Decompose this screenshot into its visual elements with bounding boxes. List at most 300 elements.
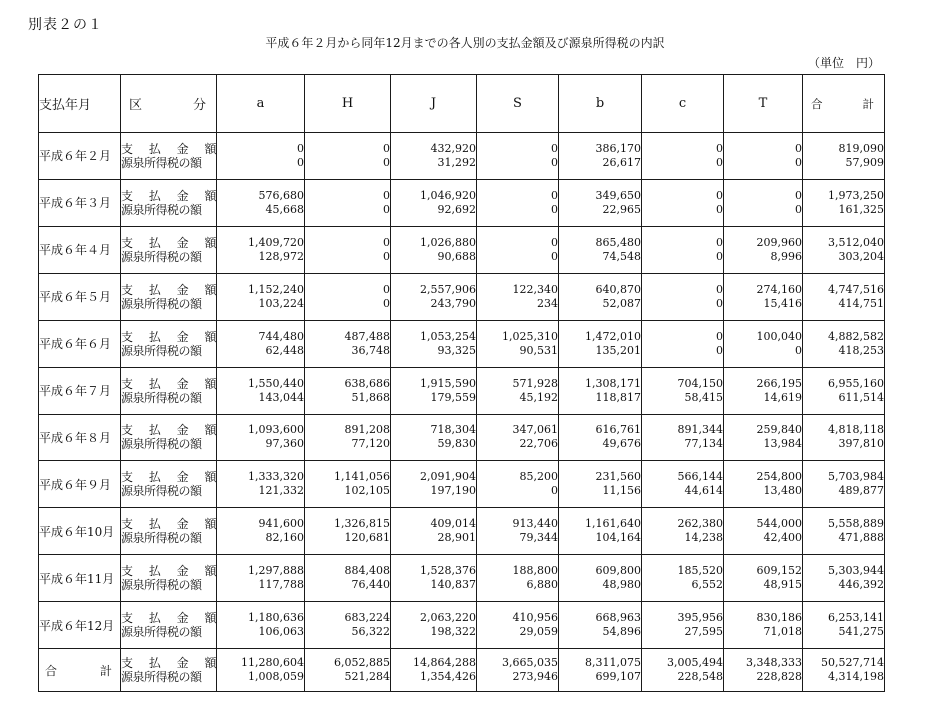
period-cell: 平成６年11月 — [39, 555, 121, 602]
header-col-a: a — [217, 75, 305, 133]
tax-value: 6,552 — [691, 578, 723, 592]
amount-cell — [642, 273, 724, 320]
amount-cell — [477, 414, 559, 461]
amount-cell — [477, 320, 559, 367]
tax-value: 521,284 — [344, 670, 390, 684]
period-cell: 平成６年７月 — [39, 367, 121, 414]
tax-value: 77,134 — [684, 437, 723, 451]
amount-cell — [559, 508, 642, 555]
amount-cell — [724, 461, 803, 508]
pay-value: 1,152,240 — [248, 282, 304, 296]
tax-value: 27,595 — [684, 625, 723, 639]
pay-value: 4,882,582 — [828, 329, 884, 343]
amount-cell — [559, 133, 642, 180]
pay-value: 3,348,333 — [746, 656, 802, 670]
tax-value: 76,440 — [351, 578, 390, 592]
tax-value: 93,325 — [437, 343, 476, 357]
tax-value: 11,156 — [602, 484, 641, 498]
header-col-t: T — [724, 75, 803, 133]
tax-value: 103,224 — [258, 296, 304, 310]
tax-value: 54,896 — [602, 625, 641, 639]
kind-cell — [121, 226, 223, 273]
pay-value: 0 — [716, 235, 723, 249]
kind-cell — [121, 367, 223, 414]
tax-value: 48,915 — [763, 578, 802, 592]
label-pay: 支 払 金 額 — [121, 470, 223, 485]
tax-value: 59,830 — [437, 437, 476, 451]
pay-value: 0 — [551, 188, 558, 202]
label-tax: 源泉所得税の額 — [121, 578, 202, 593]
tax-value: 1,354,426 — [420, 670, 476, 684]
tax-value: 0 — [383, 155, 390, 169]
pay-value: 0 — [551, 235, 558, 249]
pay-value: 1,025,310 — [502, 329, 558, 343]
period-cell: 平成６年９月 — [39, 461, 121, 508]
tax-value: 0 — [716, 249, 723, 263]
tax-value: 13,480 — [763, 484, 802, 498]
tax-value: 26,617 — [602, 155, 641, 169]
amount-cell — [217, 555, 305, 602]
kind-cell — [121, 602, 223, 649]
amount-cell — [305, 320, 391, 367]
table-row — [39, 273, 885, 320]
amount-cell — [391, 273, 477, 320]
pay-value: 6,955,160 — [828, 376, 884, 390]
pay-value: 14,864,288 — [413, 656, 476, 670]
amount-cell — [559, 179, 642, 226]
pay-value: 609,152 — [756, 564, 802, 578]
kind-cell — [121, 273, 223, 320]
amount-cell — [559, 320, 642, 367]
table-row — [39, 508, 885, 555]
pay-value: 5,703,984 — [828, 470, 884, 484]
tax-value: 36,748 — [351, 343, 390, 357]
amount-cell — [305, 555, 391, 602]
pay-value: 2,557,906 — [420, 282, 476, 296]
pay-value: 1,180,636 — [248, 611, 304, 625]
tax-value: 49,676 — [602, 437, 641, 451]
pay-value: 0 — [716, 329, 723, 343]
tax-value: 48,980 — [602, 578, 641, 592]
pay-value: 640,870 — [595, 282, 641, 296]
tax-value: 0 — [716, 343, 723, 357]
tax-value: 79,344 — [519, 531, 558, 545]
header-category — [121, 75, 217, 133]
amount-cell — [559, 367, 642, 414]
pay-value: 8,311,075 — [585, 656, 641, 670]
pay-value: 609,800 — [595, 564, 641, 578]
amount-cell — [217, 649, 305, 692]
amount-cell — [642, 508, 724, 555]
pay-value: 571,928 — [512, 376, 558, 390]
total-cell — [803, 320, 885, 367]
tax-value: 120,681 — [344, 531, 390, 545]
label-pay: 支 払 金 額 — [121, 188, 223, 203]
amount-cell — [477, 461, 559, 508]
header-category-left: 区 — [129, 98, 143, 113]
tax-value: 8,996 — [770, 249, 802, 263]
pay-value: 4,747,516 — [828, 282, 884, 296]
header-col-s: S — [477, 75, 559, 133]
pay-value: 884,408 — [344, 564, 390, 578]
pay-value: 5,558,889 — [828, 517, 884, 531]
unit-label: （単位 円） — [808, 56, 881, 70]
header-total-left: 合 — [811, 96, 823, 111]
amount-cell — [217, 414, 305, 461]
tax-value: 57,909 — [845, 155, 884, 169]
tax-value: 0 — [551, 155, 558, 169]
tax-value: 197,190 — [430, 484, 476, 498]
amount-cell — [477, 367, 559, 414]
tax-value: 92,692 — [437, 202, 476, 216]
header-period: 支払年月 — [39, 75, 121, 133]
pay-value: 2,091,904 — [420, 470, 476, 484]
pay-value: 0 — [551, 141, 558, 155]
tax-value: 418,253 — [838, 343, 884, 357]
pay-value: 1,053,254 — [420, 329, 476, 343]
period-cell: 平成６年３月 — [39, 179, 121, 226]
amount-cell — [724, 226, 803, 273]
label-tax: 源泉所得税の額 — [121, 249, 202, 264]
pay-value: 1,528,376 — [420, 564, 476, 578]
amount-cell — [217, 226, 305, 273]
total-cell — [803, 414, 885, 461]
tax-value: 52,087 — [602, 296, 641, 310]
pay-value: 0 — [795, 141, 802, 155]
pay-value: 1,326,815 — [334, 517, 390, 531]
pay-value: 1,141,056 — [334, 470, 390, 484]
label-pay: 支 払 金 額 — [121, 329, 223, 344]
tax-value: 0 — [716, 296, 723, 310]
label-tax: 源泉所得税の額 — [121, 202, 202, 217]
tax-value: 414,751 — [838, 296, 884, 310]
pay-value: 231,560 — [595, 470, 641, 484]
pay-value: 0 — [716, 282, 723, 296]
pay-value: 668,963 — [595, 611, 641, 625]
period-cell: 平成６年６月 — [39, 320, 121, 367]
amount-cell — [305, 133, 391, 180]
tax-value: 0 — [795, 343, 802, 357]
amount-cell — [642, 602, 724, 649]
tax-value: 228,548 — [677, 670, 723, 684]
label-pay: 支 払 金 額 — [121, 235, 223, 250]
tax-value: 140,837 — [430, 578, 476, 592]
amount-cell — [477, 508, 559, 555]
tax-value: 699,107 — [595, 670, 641, 684]
label-pay: 支 払 金 額 — [121, 656, 223, 671]
period-cell: 平成６年10月 — [39, 508, 121, 555]
label-tax: 源泉所得税の額 — [121, 155, 202, 170]
pay-value: 188,800 — [512, 564, 558, 578]
pay-value: 347,061 — [512, 423, 558, 437]
amount-cell — [217, 461, 305, 508]
period-cell: 平成６年８月 — [39, 414, 121, 461]
tax-value: 128,972 — [258, 249, 304, 263]
pay-value: 638,686 — [344, 376, 390, 390]
pay-value: 1,297,888 — [248, 564, 304, 578]
pay-value: 0 — [795, 188, 802, 202]
amount-cell — [217, 133, 305, 180]
table-row — [39, 133, 885, 180]
pay-value: 50,527,714 — [821, 656, 884, 670]
amount-cell — [477, 555, 559, 602]
total-cell — [803, 461, 885, 508]
tax-value: 1,008,059 — [248, 670, 304, 684]
tax-value: 121,332 — [258, 484, 304, 498]
amount-cell — [391, 179, 477, 226]
tax-value: 0 — [551, 202, 558, 216]
pay-value: 2,063,220 — [420, 611, 476, 625]
table-body — [39, 133, 885, 692]
pay-value: 3,005,494 — [667, 656, 723, 670]
pay-value: 487,488 — [344, 329, 390, 343]
amount-cell — [724, 320, 803, 367]
amount-cell — [477, 226, 559, 273]
kind-cell — [121, 179, 223, 226]
total-cell — [803, 367, 885, 414]
header-total-right: 計 — [862, 96, 874, 111]
amount-cell — [642, 367, 724, 414]
pay-value: 819,090 — [838, 141, 884, 155]
total-cell — [803, 602, 885, 649]
amount-cell — [217, 320, 305, 367]
pay-value: 1,046,920 — [420, 188, 476, 202]
tax-value: 0 — [551, 484, 558, 498]
pay-value: 1,472,010 — [585, 329, 641, 343]
tax-value: 179,559 — [430, 390, 476, 404]
total-row — [39, 649, 885, 692]
header-row — [39, 75, 885, 133]
pay-value: 11,280,604 — [241, 656, 304, 670]
pay-value: 865,480 — [595, 235, 641, 249]
tax-value: 135,201 — [595, 343, 641, 357]
tax-value: 161,325 — [838, 202, 884, 216]
label-pay: 支 払 金 額 — [121, 282, 223, 297]
label-pay: 支 払 金 額 — [121, 376, 223, 391]
tax-value: 45,192 — [519, 390, 558, 404]
label-pay: 支 払 金 額 — [121, 423, 223, 438]
amount-cell — [559, 461, 642, 508]
table-row — [39, 414, 885, 461]
pay-value: 386,170 — [595, 141, 641, 155]
amount-cell — [642, 555, 724, 602]
tax-value: 243,790 — [430, 296, 476, 310]
amount-cell — [724, 508, 803, 555]
tax-value: 90,531 — [519, 343, 558, 357]
pay-value: 0 — [297, 141, 304, 155]
amount-cell — [477, 649, 559, 692]
pay-value: 185,520 — [677, 564, 723, 578]
amount-cell — [724, 367, 803, 414]
pay-value: 262,380 — [677, 517, 723, 531]
tax-value: 303,204 — [838, 249, 884, 263]
table-row — [39, 555, 885, 602]
tax-value: 0 — [383, 296, 390, 310]
amount-cell — [391, 367, 477, 414]
tax-value: 0 — [383, 202, 390, 216]
pay-value: 409,014 — [430, 517, 476, 531]
kind-cell — [121, 320, 223, 367]
pay-value: 395,956 — [677, 611, 723, 625]
amount-cell — [217, 508, 305, 555]
amount-cell — [305, 461, 391, 508]
pay-value: 0 — [383, 141, 390, 155]
pay-value: 6,253,141 — [828, 611, 884, 625]
amount-cell — [305, 414, 391, 461]
total-cell — [803, 179, 885, 226]
document-title: 平成６年２月から同年12月までの各人別の支払金額及び源泉所得税の内訳 — [265, 36, 665, 50]
tax-value: 446,392 — [838, 578, 884, 592]
total-cell — [803, 226, 885, 273]
tax-value: 77,120 — [351, 437, 390, 451]
tax-value: 42,400 — [763, 531, 802, 545]
tax-value: 106,063 — [258, 625, 304, 639]
total-cell — [803, 133, 885, 180]
payment-breakdown-table — [38, 74, 885, 692]
tax-value: 29,059 — [519, 625, 558, 639]
amount-cell — [391, 602, 477, 649]
amount-cell — [391, 649, 477, 692]
label-pay: 支 払 金 額 — [121, 517, 223, 532]
amount-cell — [642, 461, 724, 508]
amount-cell — [391, 461, 477, 508]
tax-value: 0 — [383, 249, 390, 263]
table-row — [39, 179, 885, 226]
pay-value: 0 — [716, 141, 723, 155]
tax-value: 0 — [716, 202, 723, 216]
pay-value: 1,973,250 — [828, 188, 884, 202]
tax-value: 31,292 — [437, 155, 476, 169]
tax-value: 74,548 — [602, 249, 641, 263]
label-tax: 源泉所得税の額 — [121, 625, 202, 640]
tax-value: 228,828 — [756, 670, 802, 684]
table-row — [39, 461, 885, 508]
document-label: 別表２の１ — [28, 17, 103, 33]
amount-cell — [477, 602, 559, 649]
amount-cell — [559, 649, 642, 692]
pay-value: 1,333,320 — [248, 470, 304, 484]
pay-value: 1,093,600 — [248, 423, 304, 437]
amount-cell — [559, 226, 642, 273]
tax-value: 234 — [537, 296, 558, 310]
tax-value: 0 — [716, 155, 723, 169]
tax-value: 143,044 — [258, 390, 304, 404]
pay-value: 254,800 — [756, 470, 802, 484]
pay-value: 259,840 — [756, 423, 802, 437]
table-row — [39, 602, 885, 649]
pay-value: 4,818,118 — [828, 423, 884, 437]
pay-value: 544,000 — [756, 517, 802, 531]
amount-cell — [724, 179, 803, 226]
amount-cell — [559, 602, 642, 649]
pay-value: 85,200 — [519, 470, 558, 484]
tax-value: 82,160 — [265, 531, 304, 545]
table-row — [39, 320, 885, 367]
tax-value: 13,984 — [763, 437, 802, 451]
tax-value: 0 — [551, 249, 558, 263]
tax-value: 14,619 — [763, 390, 802, 404]
pay-value: 1,026,880 — [420, 235, 476, 249]
pay-value: 913,440 — [512, 517, 558, 531]
amount-cell — [391, 414, 477, 461]
tax-value: 117,788 — [258, 578, 304, 592]
kind-cell — [121, 649, 223, 692]
pay-value: 744,480 — [258, 329, 304, 343]
tax-value: 0 — [297, 155, 304, 169]
pay-value: 0 — [383, 235, 390, 249]
amount-cell — [724, 602, 803, 649]
amount-cell — [559, 273, 642, 320]
kind-cell — [121, 414, 223, 461]
pay-value: 274,160 — [756, 282, 802, 296]
label-pay: 支 払 金 額 — [121, 141, 223, 156]
tax-value: 0 — [795, 155, 802, 169]
tax-value: 51,868 — [351, 390, 390, 404]
header-total — [803, 75, 885, 133]
pay-value: 566,144 — [677, 470, 723, 484]
label-pay: 支 払 金 額 — [121, 611, 223, 626]
amount-cell — [559, 414, 642, 461]
total-cell — [803, 273, 885, 320]
period-cell: 平成６年２月 — [39, 133, 121, 180]
tax-value: 0 — [795, 202, 802, 216]
label-tax: 源泉所得税の額 — [121, 437, 202, 452]
amount-cell — [391, 555, 477, 602]
tax-value: 44,614 — [684, 484, 723, 498]
kind-cell — [121, 555, 223, 602]
total-cell — [803, 555, 885, 602]
label-pay: 支 払 金 額 — [121, 564, 223, 579]
tax-value: 102,105 — [344, 484, 390, 498]
amount-cell — [391, 320, 477, 367]
total-label-left: 合 — [45, 663, 58, 678]
pay-value: 100,040 — [756, 329, 802, 343]
amount-cell — [477, 179, 559, 226]
header-col-c: c — [642, 75, 724, 133]
tax-value: 22,706 — [519, 437, 558, 451]
label-tax: 源泉所得税の額 — [121, 531, 202, 546]
total-cell — [803, 508, 885, 555]
header-col-j: J — [391, 75, 477, 133]
amount-cell — [391, 508, 477, 555]
tax-value: 6,880 — [526, 578, 558, 592]
header-col-h: H — [305, 75, 391, 133]
pay-value: 432,920 — [430, 141, 476, 155]
pay-value: 1,915,590 — [420, 376, 476, 390]
amount-cell — [305, 273, 391, 320]
total-cell — [803, 649, 885, 692]
pay-value: 5,303,944 — [828, 564, 884, 578]
pay-value: 576,680 — [258, 188, 304, 202]
amount-cell — [305, 226, 391, 273]
kind-cell — [121, 461, 223, 508]
tax-value: 56,322 — [351, 625, 390, 639]
tax-value: 58,415 — [684, 390, 723, 404]
amount-cell — [724, 273, 803, 320]
amount-cell — [217, 602, 305, 649]
amount-cell — [724, 649, 803, 692]
tax-value: 90,688 — [437, 249, 476, 263]
tax-value: 15,416 — [763, 296, 802, 310]
tax-value: 397,810 — [838, 437, 884, 451]
total-label-cell — [39, 649, 121, 692]
pay-value: 718,304 — [430, 423, 476, 437]
header-col-b: b — [559, 75, 642, 133]
pay-value: 1,409,720 — [248, 235, 304, 249]
pay-value: 3,512,040 — [828, 235, 884, 249]
pay-value: 704,150 — [677, 376, 723, 390]
label-tax: 源泉所得税の額 — [121, 296, 202, 311]
